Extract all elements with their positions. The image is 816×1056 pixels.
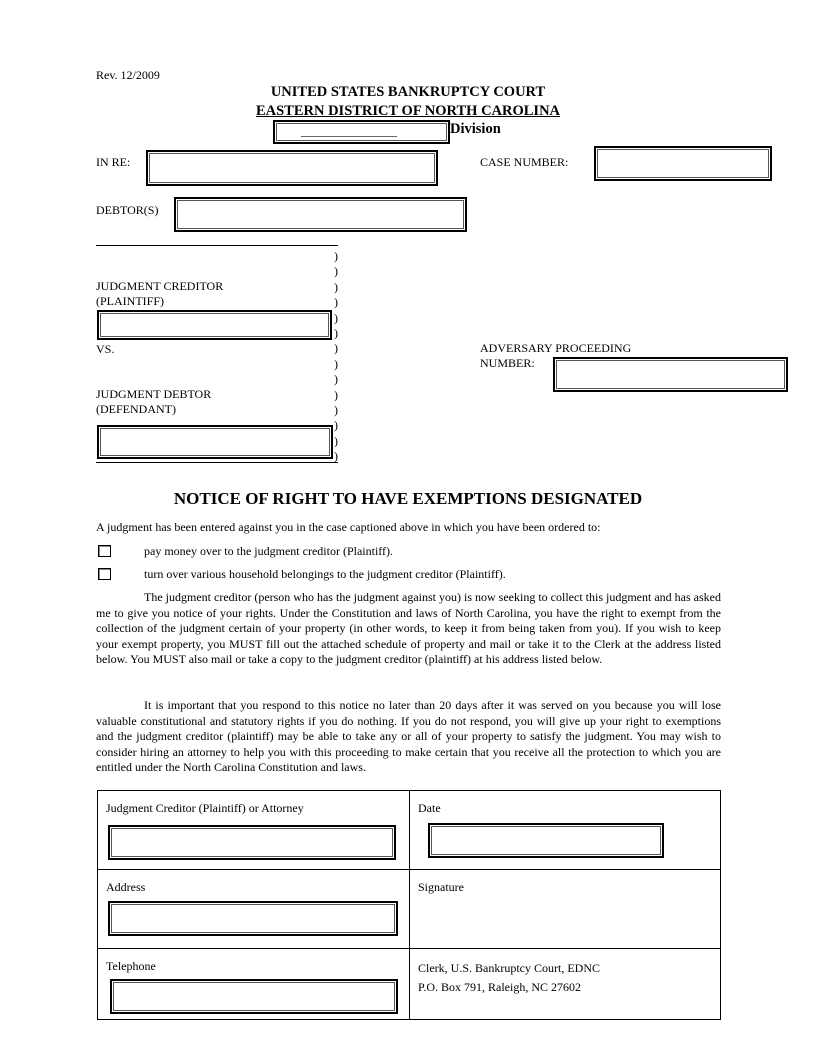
court-title: UNITED STATES BANKRUPTCY COURT xyxy=(270,84,546,100)
debtors-field[interactable] xyxy=(174,197,467,232)
in-re-field[interactable] xyxy=(146,150,438,186)
telephone-field[interactable] xyxy=(110,979,398,1014)
division-label: Division xyxy=(450,121,501,137)
adversary-label: ADVERSARY PROCEEDING NUMBER: xyxy=(480,341,632,371)
address-label: Address xyxy=(106,880,146,894)
pay-money-checkbox[interactable] xyxy=(98,545,111,557)
notice-title: NOTICE OF RIGHT TO HAVE EXEMPTIONS DESIGNATED xyxy=(173,489,643,508)
pay-money-label: pay money over to the judgment creditor (Plaintiff). xyxy=(144,544,394,558)
debtors-label: DEBTOR(S) xyxy=(96,203,159,217)
turn-over-checkbox[interactable] xyxy=(98,568,111,580)
creditor-field[interactable] xyxy=(108,825,396,860)
date-cell xyxy=(410,791,721,870)
rights-paragraph: The judgment creditor (person who has the judgment against you) is now seeking to collect this judgment and has asked me to give you notice of your rights. Under the Constitution and laws of North Carolina, you have the right to exempt from the collection of the judgment certain of your property (in other words, to keep it from being taken from you). If you wish to keep your exempt property, you MUST fill out the attached schedule of property and mail or take it to the Clerk at the address listed below. You MUST also mail or take a copy to the judgment creditor (plaintiff) at his address listed below. xyxy=(96,590,721,667)
notice-intro: A judgment has been entered against you in the case captioned above in which you have been ordered to: xyxy=(96,520,601,534)
district-title: EASTERN DISTRICT OF NORTH CAROLINA xyxy=(255,103,561,119)
vs-label: VS. xyxy=(96,342,115,356)
turn-over-label: turn over various household belongings to the judgment creditor (Plaintiff). xyxy=(144,567,506,581)
division-field[interactable] xyxy=(273,120,450,144)
address-cell xyxy=(98,870,410,949)
clerk-cell xyxy=(410,949,721,1020)
case-number-label: CASE NUMBER: xyxy=(480,155,569,169)
signature-table xyxy=(97,790,721,1020)
judgment-creditor-label: JUDGMENT CREDITOR (PLAINTIFF) xyxy=(96,279,224,309)
date-field[interactable] xyxy=(428,823,664,858)
telephone-cell xyxy=(98,949,410,1020)
division-blank: ________________ xyxy=(301,124,397,138)
adversary-number-field[interactable] xyxy=(553,357,788,392)
signature-cell xyxy=(410,870,721,949)
case-number-field[interactable] xyxy=(594,146,772,181)
in-re-label: IN RE: xyxy=(96,155,131,169)
judgment-debtor-field[interactable] xyxy=(97,425,333,459)
caption-rule-top xyxy=(96,245,338,246)
clerk-line2: P.O. Box 791, Raleigh, NC 27602 xyxy=(418,980,582,994)
judgment-creditor-field[interactable] xyxy=(97,310,332,340)
caption-parens: ) ) ) ) ) ) ) ) ) ) ) ) ) ) xyxy=(334,249,338,464)
address-field[interactable] xyxy=(108,901,398,936)
creditor-cell xyxy=(98,791,410,870)
deadline-paragraph: It is important that you respond to this notice no later than 20 days after it was served on you because you will lose valuable constitutional and statutory rights if you do nothing. If you do not respond, you will give up your right to exemptions and the judgment creditor (plaintiff) may be able to take any or all of your property to satisfy the judgment. You may wish to consider hiring an attorney to help you with this proceeding to make certain that you receive all the protection to which you are entitled under the North Carolina Constitution and laws. xyxy=(96,698,721,775)
judgment-debtor-label: JUDGMENT DEBTOR (DEFENDANT) xyxy=(96,387,212,417)
revision-label: Rev. 12/2009 xyxy=(96,68,160,82)
telephone-label: Telephone xyxy=(106,959,156,973)
creditor-label: Judgment Creditor (Plaintiff) or Attorney xyxy=(106,801,304,815)
clerk-line1: Clerk, U.S. Bankruptcy Court, EDNC xyxy=(418,961,600,975)
date-label: Date xyxy=(418,801,441,815)
caption-rule-bottom xyxy=(96,462,338,463)
signature-label: Signature xyxy=(418,880,464,894)
